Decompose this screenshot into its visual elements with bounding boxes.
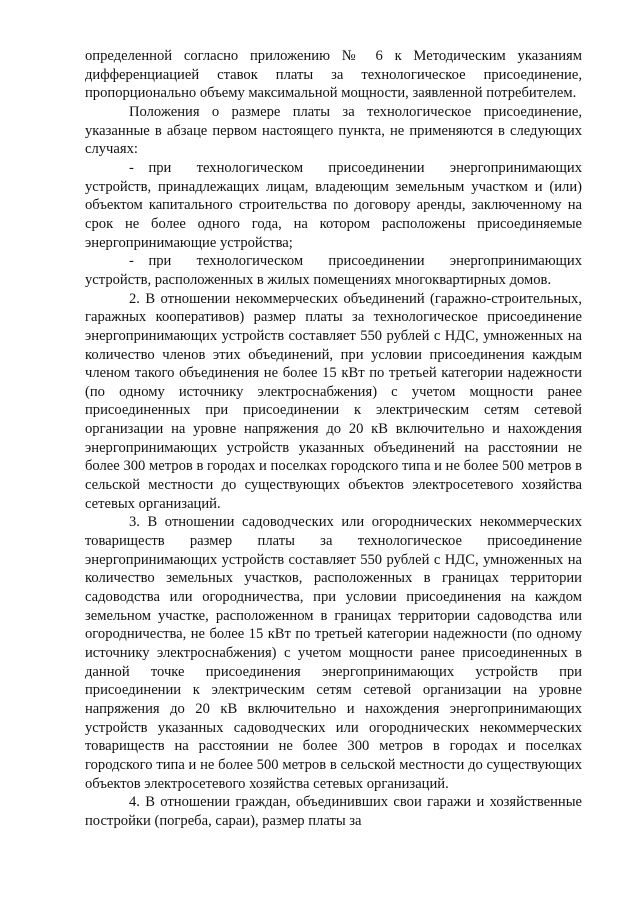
document-page: [85, 47, 582, 831]
list-item-apartments: - при технологическом присоединении энергопринимающих устройств, расположенных в жилых помещениях многоквартирных домов.: [85, 253, 582, 288]
paragraph-item-2: 2. В отношении некоммерческих объединений (гаражно-строительных, гаражных кооперативов) размер платы за технологическое присоединение энергопринимающих устройств составляет 550 рублей с НДС, умноженных на количество членов этих объединений, при условии присоединения каждым членом такого объединения не более 15 кВт по третьей категории надежности (по одному источнику электроснабжения) с учетом мощности ранее присоединенных при присоединении к электрическим сетям сетевой организации на уровне напряжения до 20 кВ включительно и нахождения энергопринимающих устройств указанных объединений на расстоянии не более 300 метров в городах и поселках городского типа и не более 500 метров в сельской местности до существующих объектов электросетевого хозяйства сетевых организаций.: [85, 290, 582, 512]
paragraph-continuation: определенной согласно приложению № 6 к Методическим указаниям дифференциацией ставок платы за технологическое присоединение, пропорционально объему максимальной мощности, заявленной потребителем.: [85, 48, 582, 102]
list-item-lease: - при технологическом присоединении энергопринимающих устройств, принадлежащих лицам, владеющим земельным участком и (или) объектом капитального строительства по договору аренды, заключенному на срок не более одного года, на котором расположены присоединяемые энергопринимающие устройства;: [85, 159, 582, 251]
paragraph-exceptions-intro: Положения о размере платы за технологическое присоединение, указанные в абзаце первом настоящего пункта, не применяются в следующих случаях:: [85, 103, 582, 158]
paragraph-item-4: 4. В отношении граждан, объединивших свои гаражи и хозяйственные постройки (погреба, сараи), размер платы за: [85, 794, 582, 829]
paragraph-item-3: 3. В отношении садоводческих или огороднических некоммерческих товариществ размер платы за технологическое присоединение энергопринимающих устройств составляет 550 рублей с НДС, умноженных на количество земельных участков, расположенных в границах территории садоводства или огородничества, при условии присоединения на каждом земельном участке, расположенном в границах территории садоводства или огородничества, не более 15 кВт по третьей категории надежности (по одному источнику электроснабжения) с учетом мощности ранее присоединенных в данной точке присоединения энергопринимающих устройств при присоединении к электрическим сетям сетевой организации на уровне напряжения до 20 кВ включительно и нахождения энергопринимающих устройств указанных садоводческих или огороднических некоммерческих товариществ на расстоянии не более 300 метров в городах и поселках городского типа и не более 500 метров в сельской местности до существующих объектов электросетевого хозяйства сетевых организаций.: [85, 514, 582, 792]
